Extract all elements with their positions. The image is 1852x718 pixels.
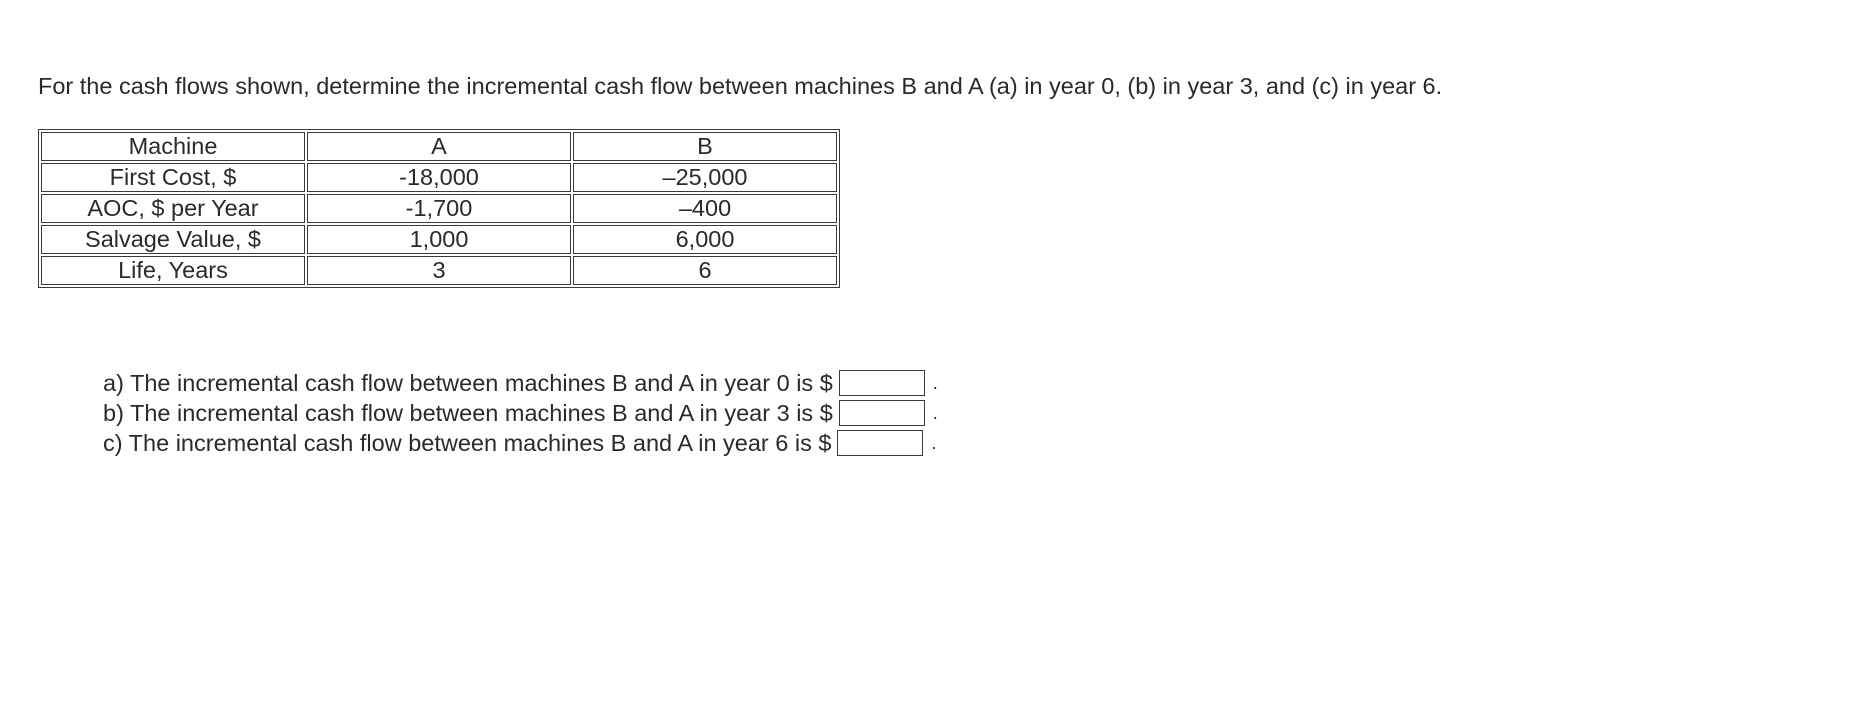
cash-flow-table (38, 129, 840, 288)
question-text: For the cash flows shown, determine the incremental cash flow between machines B and A (a) in year 0, (b) in year 3, and (c) in year 6. (38, 73, 1443, 99)
table-row (41, 194, 837, 223)
answer-input-a[interactable] (839, 370, 925, 396)
answer-suffix: . (931, 432, 937, 453)
table-cell: Salvage Value, $ (41, 225, 305, 254)
answer-input-c[interactable] (837, 430, 923, 456)
table-row (41, 163, 837, 192)
table-cell: 6,000 (573, 225, 837, 254)
answer-label-b: b) The incremental cash flow between machines B and A in year 3 is $ (103, 399, 833, 426)
table-cell: -1,700 (307, 194, 571, 223)
table-cell: –25,000 (573, 163, 837, 192)
table-cell: First Cost, $ (41, 163, 305, 192)
answer-suffix: . (932, 372, 938, 393)
table-row (41, 225, 837, 254)
answer-row-a (103, 368, 938, 398)
table-row (41, 132, 837, 161)
table-cell: Life, Years (41, 256, 305, 285)
table-cell: B (573, 132, 837, 161)
answer-list (103, 368, 938, 458)
table-cell: Machine (41, 132, 305, 161)
table-cell: A (307, 132, 571, 161)
answer-input-b[interactable] (839, 400, 925, 426)
table-cell: –400 (573, 194, 837, 223)
table-cell: -18,000 (307, 163, 571, 192)
answer-row-b (103, 398, 938, 428)
answer-suffix: . (932, 402, 938, 423)
table-cell: 3 (307, 256, 571, 285)
table-row (41, 256, 837, 285)
answer-label-c: c) The incremental cash flow between machines B and A in year 6 is $ (103, 429, 832, 456)
answer-label-a: a) The incremental cash flow between machines B and A in year 0 is $ (103, 369, 833, 396)
table-cell: 1,000 (307, 225, 571, 254)
answer-row-c (103, 428, 938, 458)
table-cell: AOC, $ per Year (41, 194, 305, 223)
table-cell: 6 (573, 256, 837, 285)
